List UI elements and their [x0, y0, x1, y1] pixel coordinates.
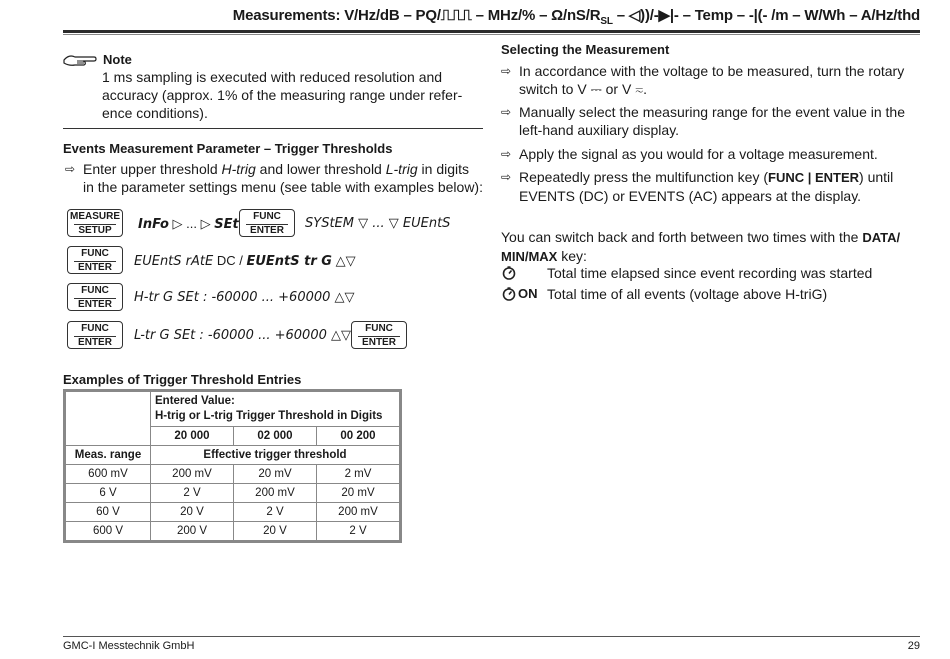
entered-value-header: Entered Value: H-trig or L-trig Trigger Threshold in Digits: [151, 392, 400, 427]
arrow-bullet-icon: ⇨: [501, 64, 512, 78]
effective-threshold-label: Effective trigger threshold: [151, 446, 400, 465]
row2-sequence: EUEntS rAtE DC / EUEntS tr G △▽: [134, 253, 356, 269]
on-label: ON: [518, 286, 538, 301]
footer-rule: [63, 636, 920, 637]
selecting-bullet-3: Apply the signal as you would for a voltage measurement.: [519, 146, 878, 162]
timer-icon: [502, 266, 516, 280]
arrow-bullet-icon: ⇨: [501, 170, 512, 184]
func-enter-key: FUNC ENTER: [67, 246, 123, 274]
footer-company: GMC-I Messtechnik GmbH: [63, 640, 195, 652]
page-header-title: Measurements: V/Hz/dB – PQ/⎍⎍⎍ – $MHz/\% - \Omega/nS/R_{SL}$ – ◁))/-▶|- – Temp – -|(- /m – W/Wh – A/Hz/thd: [232, 7, 920, 27]
events-heading: Events Measurement Parameter – Trigger Thresholds: [63, 141, 393, 156]
row1-system: SYStEM ▽ ... ▽ EUEntS: [305, 216, 451, 231]
selecting-bullet-2: Manually select the measuring range for the event value in the left-hand auxiliary display.: [519, 104, 906, 138]
examples-heading: Examples of Trigger Threshold Entries: [63, 372, 302, 387]
arrow-bullet-icon: ⇨: [65, 162, 76, 176]
arrow-bullet-icon: ⇨: [501, 147, 512, 161]
arrow-bullet-icon: ⇨: [501, 105, 512, 119]
measure-setup-key: MEASURE SETUP: [67, 209, 123, 237]
timer-icon: [502, 287, 516, 301]
meas-range-label: Meas. range: [66, 446, 151, 465]
selecting-heading: Selecting the Measurement: [501, 42, 670, 57]
time-elapsed-text: Total time elapsed since event recording was started: [547, 265, 873, 281]
selecting-bullet-4: Repeatedly press the multifunction key (FUNC | ENTER) until EVENTS (DC) or EVENTS (AC) appears at the display.: [519, 169, 894, 204]
page-number: 29: [907, 640, 920, 652]
header-rule: [63, 30, 920, 33]
col-header: 02 000: [234, 427, 317, 446]
row4-sequence: L-tr G SEt : -60000 ... +60000 △▽: [134, 328, 351, 343]
header-rule-thin: [63, 34, 920, 35]
table-row: 600 mV 200 mV 20 mV 2 mV: [66, 465, 400, 484]
col-header: 00 200: [317, 427, 400, 446]
note-body: 1 ms sampling is executed with reduced resolution and accuracy (approx. 1% of the measuring range under refer-ence conditions).: [102, 69, 463, 121]
trigger-threshold-table: [63, 389, 402, 543]
func-enter-key: FUNC ENTER: [67, 283, 123, 311]
func-enter-key: FUNC ENTER: [351, 321, 407, 349]
selecting-bullet-1: In accordance with the voltage to be measured, turn the rotary switch to V ⎓ or V ≂.: [519, 63, 905, 97]
table-row: 60 V 20 V 2 V 200 mV: [66, 503, 400, 522]
row3-sequence: H-tr G SEt : -60000 ... +60000 △▽: [134, 290, 355, 305]
note-heading: Note: [103, 52, 132, 67]
switch-times-text: You can switch back and forth between two times with the DATA/ MIN/MAX key:: [501, 229, 901, 264]
func-enter-key: FUNC ENTER: [67, 321, 123, 349]
table-row: 6 V 2 V 200 mV 20 mV: [66, 484, 400, 503]
table-row: 600 V 200 V 20 V 2 V: [66, 522, 400, 541]
col-header: 20 000: [151, 427, 234, 446]
row1-sequence: InFo ▷ ... ▷ SEt: [138, 216, 239, 232]
func-enter-key: FUNC ENTER: [239, 209, 295, 237]
events-bullet-text: Enter upper threshold H-trig and lower threshold L-trig in digits in the parameter settings menu (see table with examples below):: [83, 161, 483, 195]
pointing-hand-icon: [63, 52, 97, 68]
section-divider: [63, 128, 483, 129]
total-events-time-text: Total time of all events (voltage above H-triG): [547, 286, 828, 302]
